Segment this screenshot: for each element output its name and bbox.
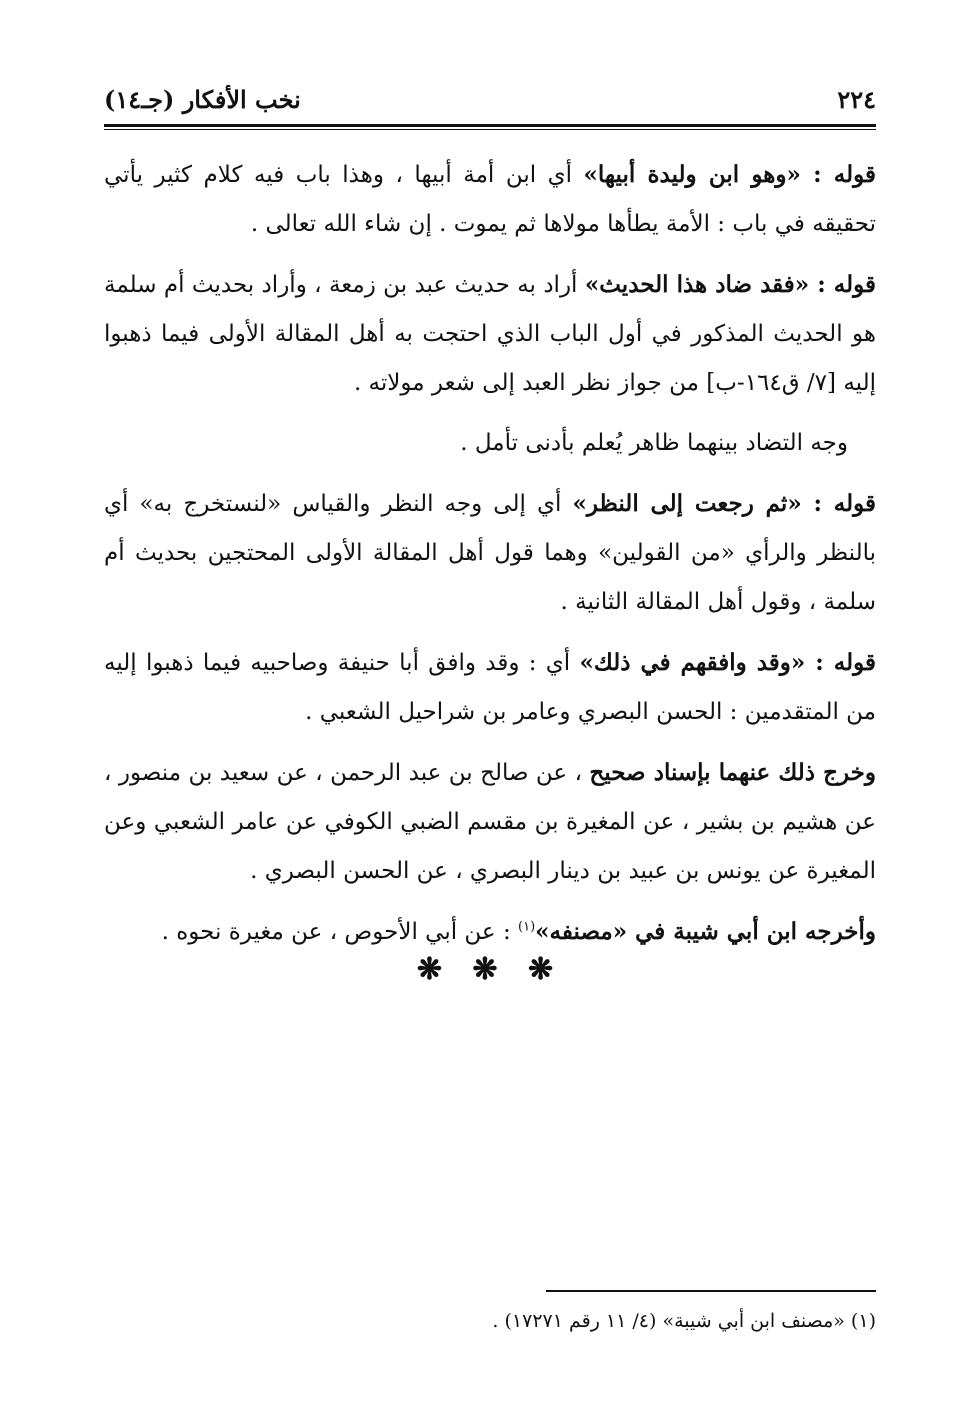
header-divider (104, 124, 876, 130)
paragraph-text: أي ابن أمة أبيها ، وهذا باب فيه كلام كثير يأتي تحقيقه في باب : الأمة يطأها مولاها ثم يموت . إن شاء الله تعالى . (104, 162, 876, 237)
book-title: نخب الأفكار (جـ١٤) (104, 84, 301, 114)
quoted-phrase: «ثم رجعت إلى النظر» (572, 490, 802, 517)
quoted-phrase: وأخرجه ابن أبي شيبة في «مصنفه» (535, 918, 876, 945)
footnote-marker[interactable]: (١) (518, 919, 536, 935)
footnote: (١) «مصنف ابن أبي شيبة» (٤/ ١١ رقم ١٧٢٧١) . (492, 1310, 876, 1332)
paragraph (104, 479, 876, 627)
paragraph-text: وجه التضاد بينهما ظاهر يُعلم بأدنى تأمل . (460, 430, 848, 456)
paragraph-prefix: قوله : (809, 271, 876, 298)
section-separator: ❋ ❋ ❋ (416, 952, 564, 987)
paragraph-text: أي : وقد وافق أبا حنيفة وصاحبيه فيما ذهبوا إليه من المتقدمين : الحسن البصري وعامر بن شراحيل الشعبي . (104, 650, 876, 725)
paragraph-text: أراد به حديث عبد بن زمعة ، وأراد بحديث أم سلمة هو الحديث المذكور في أول الباب الذي احتجت به أهل المقالة الأولى فيما ذهبوا إليه [٧/ ق١٦٤-ب] من جواز نظر العبد إلى شعر مولاته . (104, 272, 876, 396)
paragraph (104, 907, 876, 957)
paragraph-text: أي إلى وجه النظر والقياس «لنستخرج به» أي بالنظر والرأي «من القولين» وهما قول أهل المقالة الأولى المحتجين بحديث أم سلمة ، وقول أهل المقالة الثانية . (104, 491, 876, 615)
quoted-phrase: «وهو ابن وليدة أبيها» (583, 161, 801, 188)
page-header (104, 78, 876, 120)
paragraph-text: ، عن صالح بن عبد الرحمن ، عن سعيد بن منصور ، عن هشيم بن بشير ، عن المغيرة بن مقسم الضبي الكوفي عن عامر الشعبي وعن المغيرة عن يونس بن عبيد بن دينار البصري ، عن الحسن البصري . (104, 760, 876, 884)
paragraph-prefix: قوله : (801, 490, 876, 517)
main-text (104, 150, 876, 968)
paragraph-prefix: قوله : (805, 649, 876, 676)
quoted-phrase: وخرج ذلك عنهما بإسناد صحيح (589, 759, 876, 786)
quoted-phrase: «وقد وافقهم في ذلك» (579, 649, 806, 676)
paragraph-text: : عن أبي الأحوص ، عن مغيرة نحوه . (161, 919, 519, 945)
page-number: ٢٢٤ (837, 84, 876, 114)
paragraph (104, 150, 876, 249)
quoted-phrase: «فقد ضاد هذا الحديث» (584, 271, 810, 298)
paragraph-prefix: قوله : (800, 161, 876, 188)
paragraph (104, 260, 876, 408)
paragraph (104, 748, 876, 896)
footnote-divider (546, 1290, 876, 1292)
paragraph (104, 419, 876, 468)
paragraph (104, 638, 876, 737)
